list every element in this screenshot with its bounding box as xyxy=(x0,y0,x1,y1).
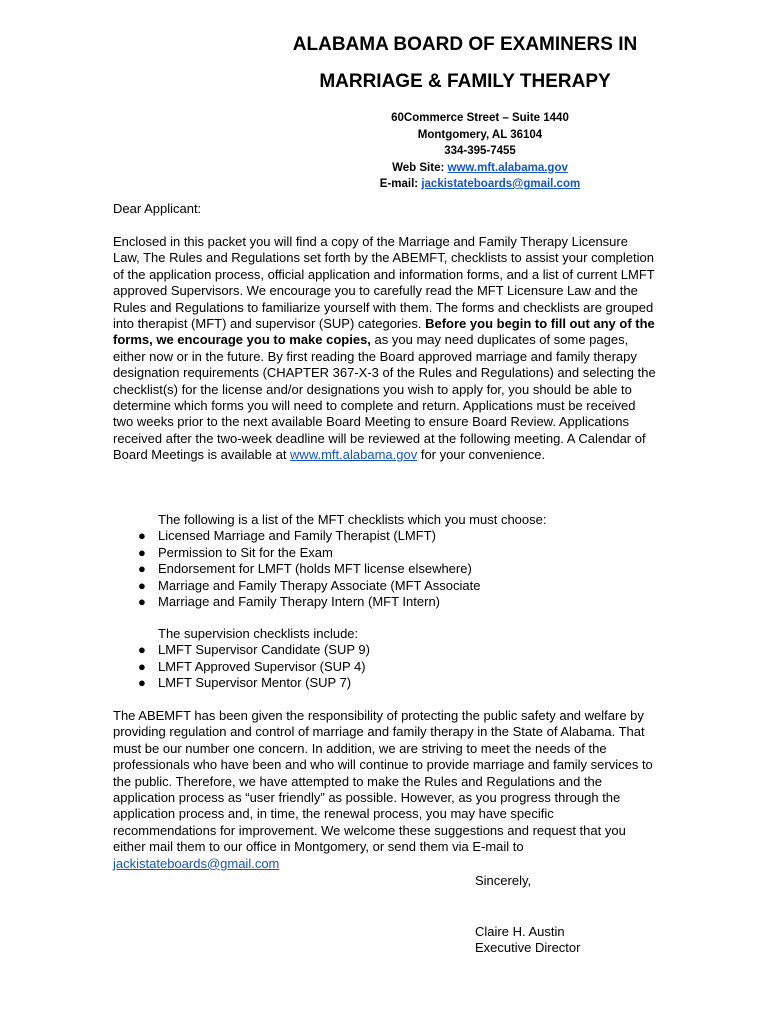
website-link[interactable]: www.mft.alabama.gov xyxy=(447,161,568,174)
closing-text: The ABEMFT has been given the responsibility of protecting the public safety and welfare by providing regulation and control of marriage and family therapy in the State of Alabama. That must be our number one concern. In addition, we are striving to meet the needs of the professionals who have been and who will continue to provide marriage and family services to the public. Therefore, we have attempted to make the Rules and Regulations and the application process as “user friendly” as possible. However, as you progress through the application process and, in time, the renewal process, you may have specific recommendations for improvement. We welcome these suggestions and request that you either mail them to our office in Montgomery, or send them via E-mail to xyxy=(113,708,653,855)
mft-checklist-list xyxy=(113,528,658,610)
board-title-line2: MARRIAGE & FAMILY THERAPY xyxy=(319,71,611,92)
website-line xyxy=(330,160,630,177)
sup-checklist-list xyxy=(113,642,658,691)
intro-bold-text: Before you begin to fill out any of the forms, we encourage you to make copies, xyxy=(113,316,655,348)
supervision-checklist-section xyxy=(113,626,658,692)
bullet-icon: ● xyxy=(138,675,146,691)
calendar-link[interactable]: www.mft.alabama.gov xyxy=(290,447,418,463)
list-item: ● Marriage and Family Therapy Associate (MFT Associate xyxy=(138,577,481,593)
greeting: Dear Applicant: xyxy=(113,201,202,216)
bullet-icon: ● xyxy=(138,561,146,577)
website-label: Web Site: xyxy=(392,161,445,174)
contact-block xyxy=(330,110,630,193)
list-item: ● Endorsement for LMFT (holds MFT license elsewhere) xyxy=(138,561,472,577)
board-title-line1: ALABAMA BOARD OF EXAMINERS IN xyxy=(292,34,638,55)
intro-text-b: as you may need duplicates of some pages, either now or in the future. By first reading the Board approved marriage and family therapy designation requirements (CHAPTER 367-X-3 of the Rules and Regulations) and selecting the checklist(s) for the license and/or designations you wish to apply for, you should be able to determine which forms you will need to complete and return. Applications must be received two weeks prior to the next available Board Meeting to ensure Board Review. Applications received after the two-week deadline will be reviewed at the following meeting. A Calendar of Board Meetings is available at xyxy=(113,332,656,463)
list-item: ● Licensed Marriage and Family Therapist (LMFT) xyxy=(138,528,436,544)
list-item: ● LMFT Supervisor Mentor (SUP 7) xyxy=(138,675,352,691)
bullet-icon: ● xyxy=(138,544,146,560)
contact-email-link[interactable]: jackistateboards@gmail.com xyxy=(113,855,280,871)
bullet-icon: ● xyxy=(138,658,146,674)
email-label: E-mail: xyxy=(379,178,419,190)
list-item: ● Permission to Sit for the Exam xyxy=(138,544,333,560)
closing-salutation: Sincerely, xyxy=(475,873,532,888)
street-address: 60Commerce Street – Suite 1440 xyxy=(391,112,569,124)
intro-text-c: for your convenience. xyxy=(417,447,546,463)
list-item: ● LMFT Approved Supervisor (SUP 4) xyxy=(138,658,366,674)
city-address: Montgomery, AL 36104 xyxy=(417,128,543,141)
signer-title: Executive Director xyxy=(475,940,581,955)
intro-text-a: Enclosed in this packet you will find a copy of the Marriage and Family Therapy Licensure Law, The Rules and Regulations set forth by the ABEMFT, checklists to assist your completion of the application process, official application and information forms, and a list of current LMFT approved Supervisors. We encourage you to carefully read the MFT Licensure Law and the Rules and Regulations to familiarize yourself with them. The forms and checklists are grouped into therapist (MFT) and supervisor (SUP) categories. xyxy=(113,234,655,332)
bullet-icon: ● xyxy=(138,642,146,658)
email-line xyxy=(330,176,630,193)
closing-paragraph xyxy=(113,708,658,872)
bullet-icon: ● xyxy=(138,577,146,593)
bullet-icon: ● xyxy=(138,594,146,610)
sup-list-intro: The supervision checklists include: xyxy=(158,626,359,641)
bullet-icon: ● xyxy=(138,528,146,544)
mft-checklist-section xyxy=(113,512,658,610)
intro-paragraph xyxy=(113,234,658,464)
list-item: ● Marriage and Family Therapy Intern (MFT Intern) xyxy=(138,594,441,610)
phone-number: 334-395-7455 xyxy=(444,145,516,157)
email-link[interactable]: jackistateboards@gmail.com xyxy=(421,178,581,190)
list-item: ● LMFT Supervisor Candidate (SUP 9) xyxy=(138,642,370,658)
mft-list-intro: The following is a list of the MFT checklists which you must choose: xyxy=(158,512,547,527)
signer-name: Claire H. Austin xyxy=(475,924,565,939)
